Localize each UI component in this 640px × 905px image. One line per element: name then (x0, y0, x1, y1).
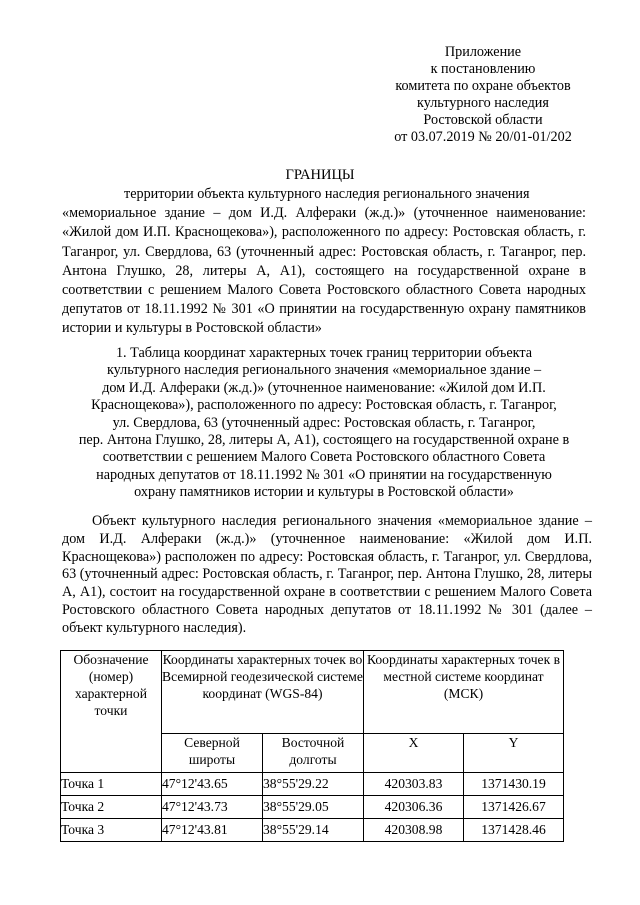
east-value: 38°55'29.14 (263, 819, 364, 842)
east-value: 38°55'29.05 (263, 796, 364, 819)
table-row (61, 773, 564, 796)
appendix-line: к постановлению (430, 61, 536, 77)
y-value: 1371426.67 (464, 796, 564, 819)
point-name: Точка 2 (61, 796, 162, 819)
x-value: 420308.98 (364, 819, 464, 842)
y-value: 1371428.46 (464, 819, 564, 842)
y-value: 1371430.19 (464, 773, 564, 796)
header-msk: Координаты характерных точек в местной системе координат (МСК) (364, 651, 564, 734)
table-header-row (61, 651, 564, 734)
appendix-line: комитета по охране объектов (395, 78, 571, 94)
intro-block (62, 185, 586, 339)
document-title: ГРАНИЦЫ (285, 167, 355, 183)
table-caption-line: культурного наследия регионального значения «мемориальное здание – (106, 362, 542, 379)
table-caption-line: дом И.Д. Алфераки (ж.д.)» (уточненное наименование: «Жилой дом И.П. (102, 379, 546, 396)
north-value: 47°12'43.65 (162, 773, 263, 796)
north-value: 47°12'43.73 (162, 796, 263, 819)
table-caption-line: ул. Свердлова, 63 (уточненный адрес: Ростовская область, г. Таганрог, (112, 414, 536, 431)
appendix-line: Ростовской области (423, 112, 543, 128)
object-description: Объект культурного наследия регионального значения «мемориальное здание – дом И.Д. Алфераки (ж.д.)» (уточненное наименование: «Жилой дом И.П. Краснощекова») расположен по адресу: Ростовская область, г. Таганрог, ул. Свердлова, 63 (уточненный адрес: Ростовская область, г. Таганрог, пер. Антона Глушко, 28, литеры А, А1), состоит на государственной охране в соответствии с решением Малого Совета Ростовского областного Совета народных депутатов от 18.11.1992 № 301 (далее – объект культурного наследия). (62, 513, 592, 636)
table-row (61, 819, 564, 842)
table-caption-line: пер. Антона Глушко, 28, литеры А, А1), состоящего на государственной охране в (78, 432, 570, 449)
appendix-line: культурного наследия (417, 95, 549, 111)
appendix-header (372, 44, 594, 146)
north-value: 47°12'43.81 (162, 819, 263, 842)
header-north-latitude: Северной широты (162, 734, 263, 773)
appendix-line: от 03.07.2019 № 20/01-01/202 (394, 129, 572, 145)
x-value: 420306.36 (364, 796, 464, 819)
east-value: 38°55'29.22 (263, 773, 364, 796)
table-row (61, 796, 564, 819)
intro-first-line: территории объекта культурного наследия регионального значения (124, 186, 530, 202)
header-point-id: Обозначение (номер) характерной точки (61, 651, 162, 773)
appendix-line: Приложение (444, 44, 522, 60)
table-caption-line: соответствии с решением Малого Совета Ростовского областного Совета (102, 449, 546, 466)
header-x: X (364, 734, 464, 773)
header-wgs84: Координаты характерных точек во Всемирной геодезической системе координат (WGS-84) (162, 651, 364, 734)
coordinates-table (60, 650, 564, 842)
x-value: 420303.83 (364, 773, 464, 796)
point-name: Точка 3 (61, 819, 162, 842)
table-caption-line: Краснощекова»), расположенного по адресу: Ростовская область, г. Таганрог, (91, 397, 557, 414)
header-y: Y (464, 734, 564, 773)
table-caption-line: охрану памятников истории и культуры в Ростовской области» (134, 484, 514, 501)
intro-text: «мемориальное здание – дом И.Д. Алфераки (ж.д.)» (уточненное наименование: «Жилой дом И.П. Краснощекова»), расположенного по адресу: Ростовская область, г. Таганрог, ул. Свердлова, 63 (уточненный адрес: Ростовская область, г. Таганрог, пер. Антона Глушко, 28, литеры А, А1), состоящего на государственной охране в соответствии с решением Малого Совета Ростовского областного Совета народных депутатов от 18.11.1992 № 301 «О принятии на государственную охрану памятников истории и культуры в Ростовской области» (62, 205, 586, 337)
table-caption-line: народных депутатов от 18.11.1992 № 301 «О принятии на государственную (96, 466, 552, 483)
header-east-longitude: Восточной долготы (263, 734, 364, 773)
table-caption-line: 1. Таблица координат характерных точек границ территории объекта (115, 345, 533, 361)
point-name: Точка 1 (61, 773, 162, 796)
table-caption (62, 345, 586, 502)
